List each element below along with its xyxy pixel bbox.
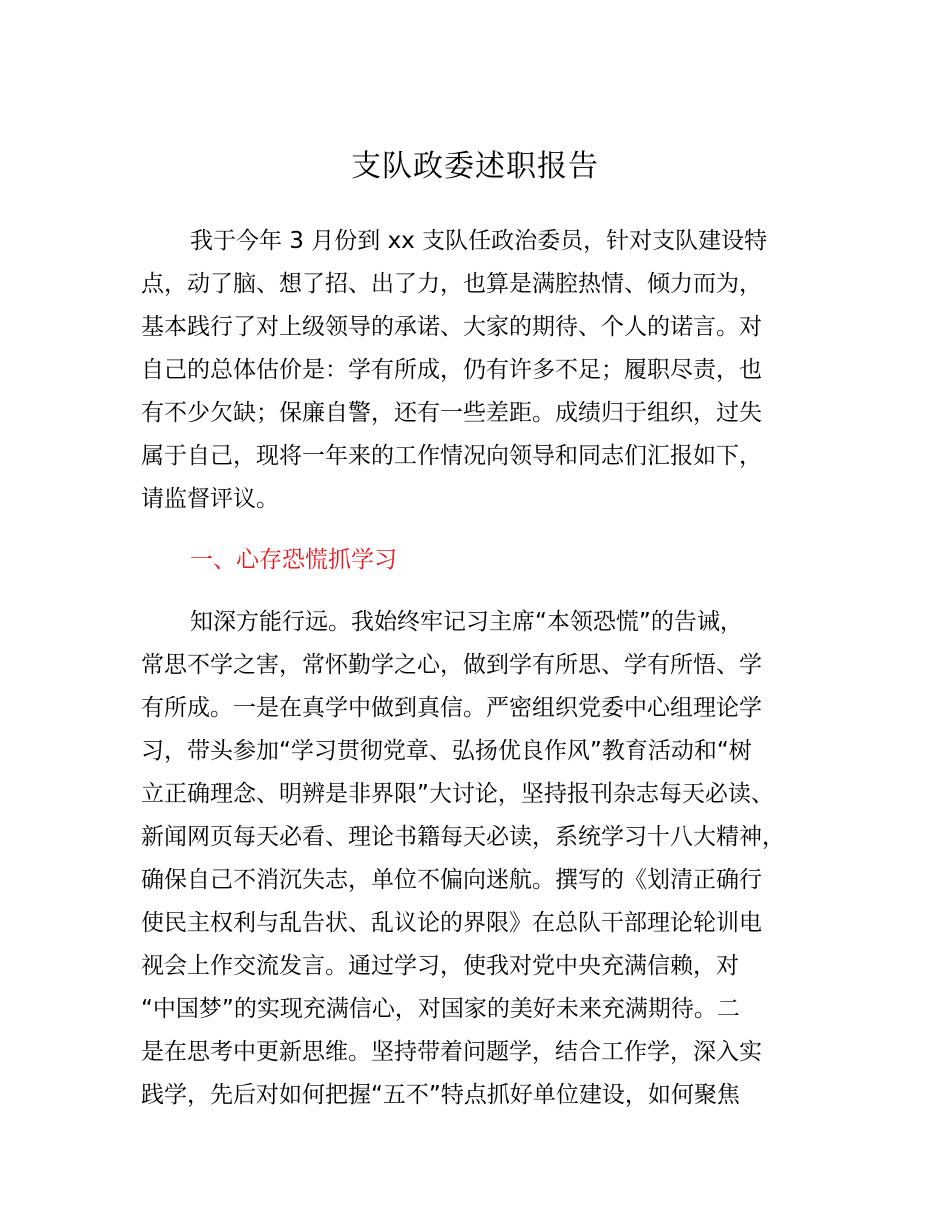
paragraph-line: 请监督评议。 (141, 486, 279, 512)
paragraph-line: 自己的总体估价是：学有所成，仍有许多不足；履职尽责，也 (141, 357, 762, 383)
paragraph-line: 有所成。一是在真学中做到真信。严密组织党委中心组理论学 (141, 695, 762, 721)
paragraph-line: 使民主权利与乱告状、乱议论的界限》在总队干部理论轮训电 (141, 910, 762, 936)
paragraph-line: 确保自己不消沉失志，单位不偏向迷航。撰写的《划清正确行 (141, 867, 762, 893)
paragraph-line: 常思不学之害，常怀勤学之心，做到学有所思、学有所悟、学 (141, 652, 762, 678)
paragraph-line: 新闻网页每天必看、理论书籍每天必读，系统学习十八大精神， (141, 824, 785, 850)
paragraph-line: 是在思考中更新思维。坚持带着问题学，结合工作学，深入实 (141, 1039, 762, 1065)
paragraph-line: 基本践行了对上级领导的承诺、大家的期待、个人的诺言。对 (141, 314, 762, 340)
paragraph-line: 有不少欠缺；保廉自警，还有一些差距。成绩归于组织，过失 (141, 400, 762, 426)
section-heading: 一、心存恐慌抓学习 (190, 547, 397, 573)
paragraph-line: 属于自己，现将一年来的工作情况向领导和同志们汇报如下， (141, 443, 762, 469)
paragraph-line: 点，动了脑、想了招、出了力，也算是满腔热情、倾力而为， (141, 271, 762, 297)
document-title: 支队政委述职报告 (351, 149, 599, 184)
paragraph-line: 视会上作交流发言。通过学习，使我对党中央充满信赖，对 (141, 953, 739, 979)
paragraph-line: 知深方能行远。我始终牢记习主席“本领恐慌”的告诫， (190, 609, 743, 635)
paragraph-line: 立正确理念、明辨是非界限”大讨论，坚持报刊杂志每天必读、 (141, 781, 774, 807)
paragraph-line: 我于今年 3 月份到 xx 支队任政治委员，针对支队建设特 (190, 228, 768, 254)
paragraph-line: 习，带头参加“学习贯彻党章、弘扬优良作风”教育活动和“树 (141, 738, 752, 764)
paragraph-line: “中国梦”的实现充满信心，对国家的美好未来充满期待。二 (141, 996, 740, 1022)
paragraph-line: 践学，先后对如何把握“五不”特点抓好单位建设，如何聚焦 (141, 1082, 740, 1108)
